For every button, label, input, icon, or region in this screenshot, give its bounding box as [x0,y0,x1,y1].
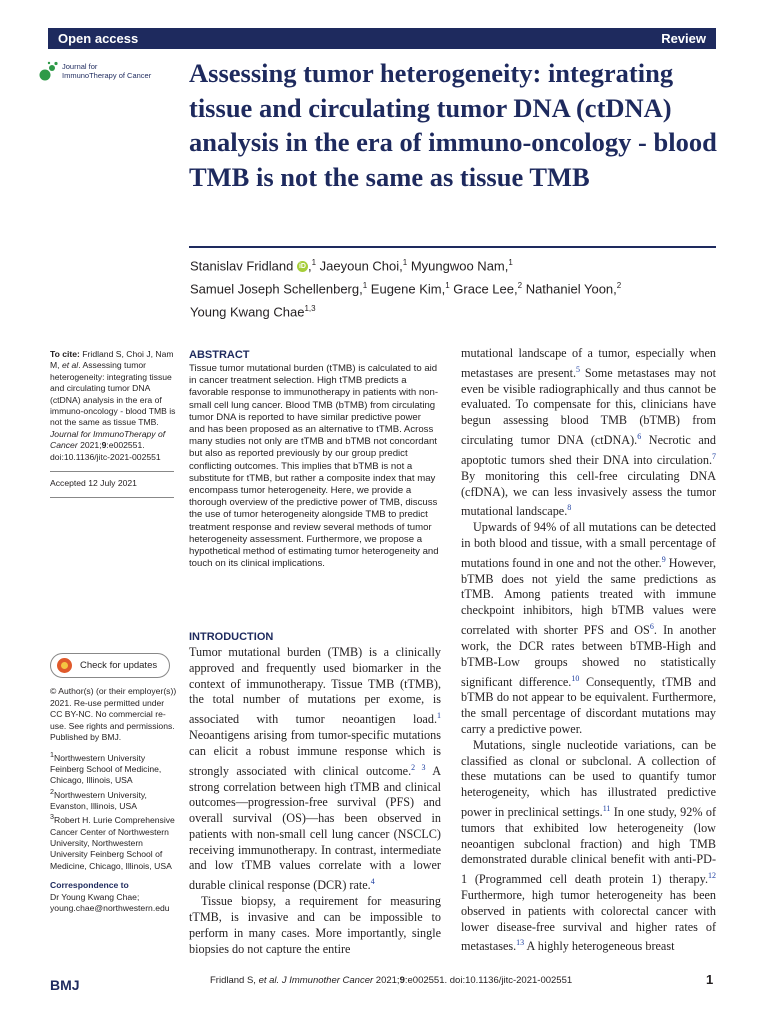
reference-link[interactable]: 7 [712,451,716,461]
abstract-section [189,349,439,570]
orcid-icon[interactable]: iD [298,263,306,271]
reference-link[interactable]: 8 [567,503,572,513]
top-banner [48,28,716,49]
check-updates-icon [57,658,72,673]
abstract-text: Tissue tumor mutational burden (tTMB) is calculated to aid in cancer treatment selection. High tTMB predicts a favorable response to immunotherapy in patients with non-small cell lung cancer. Blood TMB (bTMB) from circulating tumor DNA is reported to have similar predictive power and has been proposed as an alternative to tTMB. Across many studies not only are tTMB and bTMB not concordant but also as reported previously by our group predict conflicting outcomes. This implies that bTMB is not a substitute for tTMB, but rather a composite index that may encompass tumor heterogeneity. Here, we provide a thorough overview of the predictive power of TMB, discuss the use of tumor heterogeneity alongside TMB to predict treatment response and review several methods of tumor heterogeneity assessment. Furthermore, we propose a hypothetical method of estimating tumor heterogeneity and touch on its clinical implications. [189,363,439,570]
author-name[interactable]: Myungwoo Nam, [407,258,509,274]
logo-line2: ImmunoTherapy of Cancer [62,71,152,80]
article-sidebar [50,349,178,914]
author-name[interactable]: Nathaniel Yoon, [522,281,617,297]
author-name[interactable]: Eugene Kim, [367,281,446,297]
abstract-heading: ABSTRACT [189,349,250,361]
introduction-body [189,645,441,957]
citation-block: To cite: Fridland S, Choi J, Nam M, et al. Assessing tumor heterogeneity: integrating tissue and circulating tumor DNA (ctDNA) analysis in the era of immuno-oncology - blood TMB is not the same as tissue TMB. Journal for ImmunoTherapy of Cancer 2021;9:e002551. doi:10.1136/jitc-2021-002551 [50,349,176,462]
introduction-heading: INTRODUCTION [189,631,274,643]
affiliation-2: $^2$Northwestern University, Evanston, Illinois, USA [50,787,147,811]
affiliation-sup: 1 [402,258,408,267]
footer-citation: Fridland S, et al. J Immunother Cancer 2021;9:e002551. doi:10.1136/jitc-2021-002551 [210,975,573,986]
journal-logo-text [62,62,151,80]
reference-link[interactable]: 6 [637,432,642,442]
doi-link[interactable]: :e002551. doi:10.1136/jitc-2021-002551 [50,440,161,462]
reference-link[interactable]: 11 [602,803,611,813]
affiliation-1: $^1$Northwestern University Feinberg School of Medicine, Chicago, Illinois, USA [50,750,162,786]
paragraph: Upwards of 94% of all mutations can be detected in both blood and tissue, with a small percentage of mutations found in one and not the other.$^9$ However, bTMB does not yield the same predictions as tTMB. Among patients treated with immune checkpoint inhibitors, high bTMB values were correlated with shorter PFS and $OS^6$. In another work, the DCR rates between bTMB-High and bTMB-Low groups showed no statistically significant difference.$^{10}$ Consequently, tTMB and bTMB do not appear to be equivalent. Furthermore, the small percentage of discordant mutations may carry a predictive power. [461,520,717,736]
copyright-notice: © Author(s) (or their employer(s)) 2021. Re-use permitted under CC BY-NC. No commercial re-use. See rights and permissions. Published by BMJ. [50,686,177,743]
affiliation-sup: 1 [445,280,450,290]
check-for-updates-button[interactable] [50,653,170,678]
reference-link[interactable]: 6 [649,622,654,632]
affiliation-sup: 1,3 [304,303,316,313]
journal-logo-icon [38,60,60,82]
check-updates-label: Check for updates [80,660,158,672]
open-access-label: Open access [58,31,139,46]
author-line-1: Stanislav Fridland iD ,$^1$ Jaeyoun Choi,$^1$ Myungwoo Nam,$^1$ [190,258,513,274]
affiliation-sup: 2 [616,280,622,290]
paragraph: Tumor mutational burden (TMB) is a clinically approved and frequently used biomarker in the context of immunotherapy. Tissue TMB (tTMB), the total number of mutations per exome, is associated with tumor neoantigen load.$^1$ Neoantigens arising from tumor-specific mutations can elicit a robust immune response which is strongly associated with clinical outcome.$^{2 3}$ A strong correlation between high tTMB and clinical outcomes—progression-free survival (PFS) and overall survival (OS)—has been observed in patients with non-small cell lung cancer (NSCLC) receiving immunotherapy. In contrast, intermediate and low tTMB values correlate with a lower durable clinical response (DCR) rate.$^4$ [189,645,442,893]
author-name[interactable]: Young Kwang Chae [190,303,305,319]
author-list [190,253,716,321]
reference-link[interactable]: 13 [516,938,525,948]
reference-link[interactable]: 2 3 [411,762,426,772]
author-name[interactable]: Grace Lee, [449,281,518,297]
paragraph: Tissue biopsy, a requirement for measuring tTMB, is invasive and can be impossible to perform in many cases. More importantly, single biopsies do not capture the entire [189,894,441,956]
author-name[interactable]: Jaeyoun Choi, [316,258,403,274]
sidebar-divider [50,497,174,498]
title-divider [189,246,716,248]
correspondence-name: Dr Young Kwang Chae; [50,891,140,902]
paragraph: Mutations, single nucleotide variations, can be classified as clonal or subclonal. A collection of these mutations can be used to quantify tumor heterogeneity, which has illustrated predictive power in preclinical settings.$^{11}$ In one study, 92% of tumors that exhibited low heterogeneity (low neoantigen subclonal fraction) and high TMB demonstrated durable clinical benefit with anti-PD-1 (Programmed cell death protein 1) therapy.$^{12}$ Furthermore, high tumor heterogeneity has been observed in patients with colorectal cancer with lower disease-free survival and higher rates of metastases.$^{13}$ A highly heterogeneous breast [461,737,717,954]
page-number: 1 [706,972,714,987]
reference-link[interactable]: 10 [571,673,580,683]
author-name[interactable]: Samuel Joseph Schellenberg, [190,281,363,297]
reference-link[interactable]: 1 [437,711,441,721]
bmj-logo[interactable]: BMJ [50,977,80,993]
reference-link[interactable]: 9 [661,554,666,564]
affiliation-3: $^3$Robert H. Lurie Comprehensive Cancer Center of Northwestern University, Northwestern University Feinberg School of Medicine, Chicago, Illinois, USA [50,813,175,871]
paragraph: mutational landscape of a tumor, especially when metastases are present.$^5$ Some metastases may not even be visible radiographically and thus cannot be evaluated. To compensate for this, clinicians have begun assessing blood TMB (bTMB) from circulating tumor DNA (ctDNA).$^6$ Necrotic and apoptotic tumors shed their DNA into circulation.$^7$ By monitoring this cell-free circulating DNA (cfDNA), we can less invasively assess the tumor mutational landscape.$^8$ [461,346,716,519]
author-name[interactable]: Stanislav Fridland [190,258,294,274]
affiliation-sup: 1 [362,280,368,290]
reference-link[interactable]: 4 [370,877,375,887]
accepted-date: Accepted 12 July 2021 [50,478,137,489]
reference-link[interactable]: 12 [708,871,716,881]
correspondence-heading: Correspondence to [50,880,129,891]
journal-logo[interactable] [38,60,178,92]
correspondence-email[interactable]: young.chae@northwestern.edu [50,902,170,913]
reference-link[interactable]: 5 [576,364,581,374]
right-column-body [461,346,716,955]
logo-line1: Journal for [62,62,98,71]
affiliation-sup: 2 [517,280,523,290]
author-line-3 [190,299,716,322]
affiliation-sup: 1 [508,258,513,267]
sidebar-divider [50,471,174,472]
article-title: Assessing tumor heterogeneity: integrating tissue and circulating tumor DNA (ctDNA) analysis in the era of immuno-oncology - blood TMB is not the same as tissue TMB [189,58,717,192]
author-line-2 [190,276,716,299]
article-type-label: Review [661,31,706,46]
affiliation-sup: 1 [311,258,317,267]
